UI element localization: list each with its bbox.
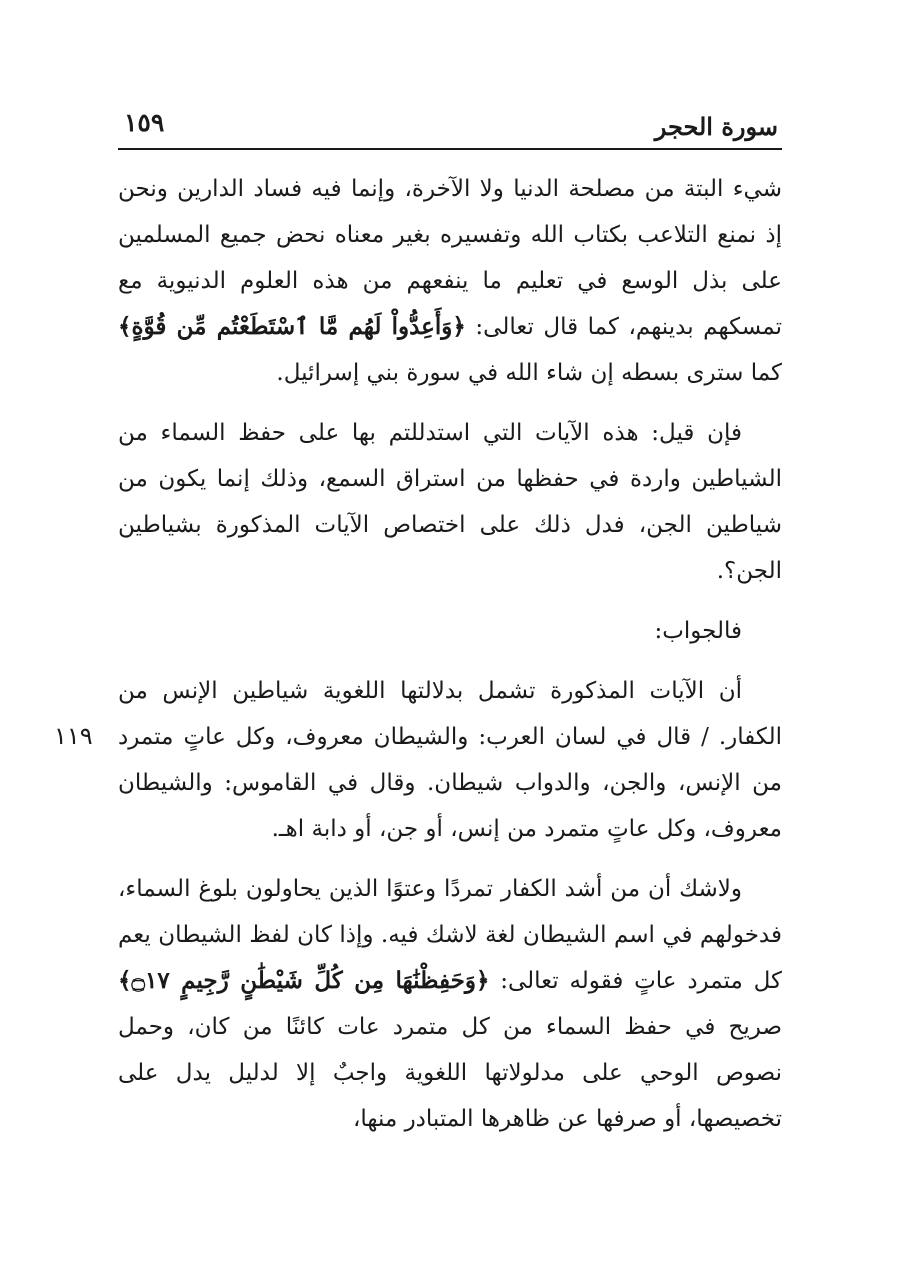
header-divider — [118, 148, 782, 150]
quran-open-bracket: ﴿ — [452, 313, 466, 340]
paragraph-4: أن الآيات المذكورة تشمل بدلالتها اللغوية شياطين الإنس من الكفار. / قال في لسان العرب: والشيطان معروف، وكل عاتٍ متمرد من الإنس، والجن، والدواب شيطان. وقال في القاموس: والشيطان معروف، وكل عاتٍ متمرد من إنس، أو جن، أو دابة اهـ. — [118, 678, 782, 842]
paragraph-3: فالجواب: — [654, 618, 742, 644]
paragraph-2: فإن قيل: هذه الآيات التي استدللتم بها على حفظ السماء من الشياطين واردة في حفظها من استراق السمع، وذلك إنما يكون من شياطين الجن، فدل ذلك على اختصاص الآيات المذكورة بشياطين الجن؟. — [118, 420, 782, 584]
paragraph-1-text-after: كما سترى بسطه إن شاء الله في سورة بني إسرائيل. — [276, 360, 782, 386]
paragraph-5 — [118, 866, 782, 1142]
margin-page-reference: ١١٩ — [54, 722, 93, 750]
quran-open-bracket: ﴿ — [475, 967, 490, 994]
paragraph-5-text-after: صريح في حفظ السماء من كل متمرد عات كائنًا من كان، وحمل نصوص الوحي على مدلولاتها اللغوية واجبٌ إلا لدليل يدل على تخصيصها، أو صرفها عن ظاهرها المتبادر منها، — [118, 1014, 782, 1132]
body-text — [118, 166, 782, 1142]
page-number: ١٥٩ — [124, 108, 165, 137]
paragraph-1-text-before: شيء البتة من مصلحة الدنيا ولا الآخرة، وإنما فيه فساد الدارين ونحن إذ نمنع التلاعب بكتاب الله وتفسيره بغير معناه نحض جميع المسلمين على بذل الوسع في تعليم ما ينفعهم من هذه العلوم الدنيوية مع تمسكهم بدينهم، كما قال تعالى: — [118, 176, 782, 340]
surah-title: سورة الحجر — [654, 112, 778, 141]
page-header — [118, 96, 780, 148]
paragraph-1 — [118, 166, 782, 396]
quran-close-bracket: ﴾ — [118, 313, 132, 340]
quran-close-bracket: ﴾ — [118, 967, 132, 994]
paragraph-5-text-before: ولاشك أن من أشد الكفار تمردًا وعتوًا الذين يحاولون بلوغ السماء، فدخولهم في اسم الشيطان لغة لاشك فيه. وإذا كان لفظ الشيطان يعم كل متمرد عاتٍ فقوله تعالى: — [118, 876, 782, 994]
quran-verse-2: وَحَفِظْنَٰهَا مِن كُلِّ شَيْطَٰنٍ رَّجِيمٍ ۝١٧ — [131, 967, 476, 994]
quran-verse-1: وَأَعِدُّواْ لَهُم مَّا ٱسْتَطَعْتُم مِّن قُوَّةٍ — [131, 313, 453, 340]
